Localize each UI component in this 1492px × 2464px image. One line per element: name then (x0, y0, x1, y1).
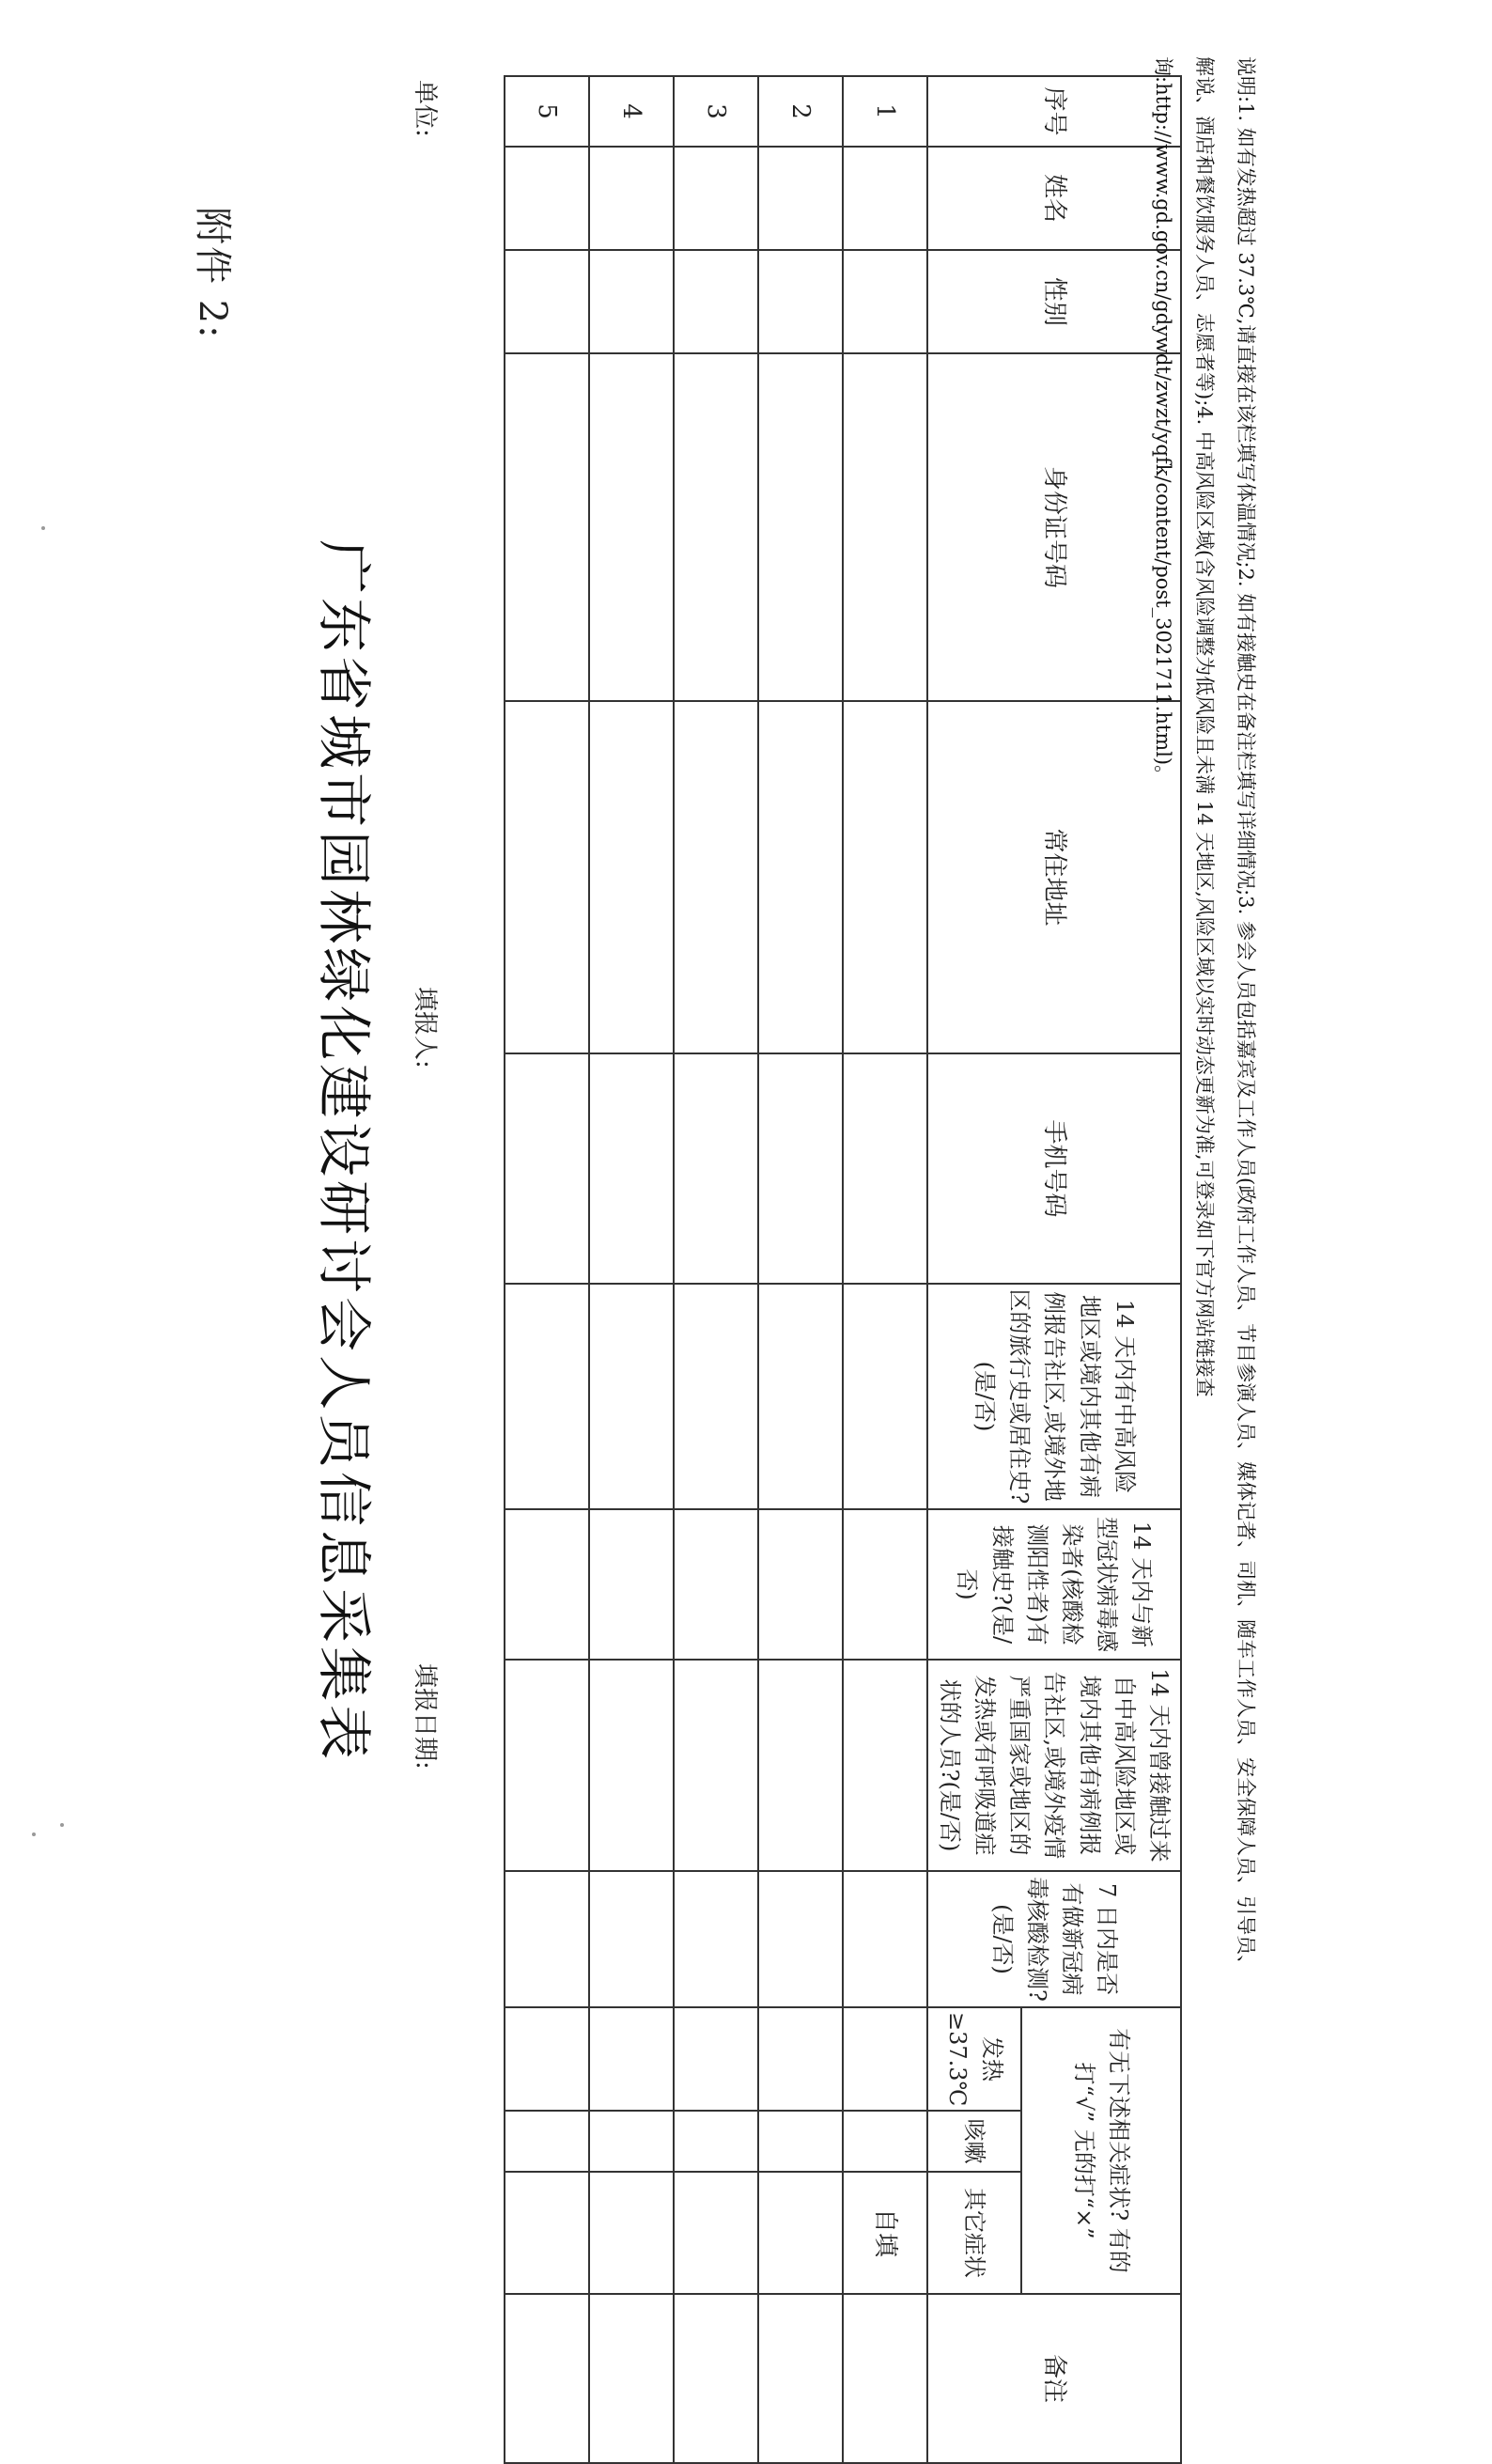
header-symptoms-group: 有无下述相关症状? 有的打“√” 无的打“×” (1021, 2007, 1181, 2294)
cell-other-symptoms[interactable] (505, 2172, 589, 2294)
attachment-label: 附件 2: (191, 207, 234, 340)
cell-other-symptoms[interactable]: 自填 (843, 2172, 927, 2294)
cell-phone[interactable] (589, 1053, 674, 1284)
scan-speck (41, 526, 45, 530)
cell-id-number[interactable] (589, 353, 674, 701)
cell-phone[interactable] (505, 1053, 589, 1284)
cell-gender[interactable] (674, 250, 758, 353)
note-line-2: 解说、酒店和餐饮服务人员、志愿者等);4. 中高风险区域(含风险调整为低风险且未满 14 天地区,风险区域以实时动态更新为准,可登录如下官方网站链接查询:http://www.gd.gov.cn/gdywdt/zwzt/yqfk/content/post_3021711.html)。 (1152, 56, 1216, 1397)
cell-cough[interactable] (843, 2111, 927, 2172)
cell-id-number[interactable] (674, 353, 758, 701)
scan-speck (32, 1832, 36, 1836)
cell-remarks[interactable] (505, 2294, 589, 2463)
header-name: 姓名 (927, 147, 1181, 250)
cell-travel-history[interactable] (758, 1284, 843, 1509)
header-exposure: 14 天内曾接触过来自中高风险地区或境内其他有病例报告社区,或境外疫情严重国家或地区的发热或有呼吸道症状的人员?(是/否) (927, 1660, 1181, 1871)
cell-gender[interactable] (589, 250, 674, 353)
cell-contact-history[interactable] (758, 1509, 843, 1660)
unit-label: 单位: (411, 80, 439, 137)
cell-fever[interactable] (758, 2007, 843, 2111)
table-row (589, 76, 674, 2463)
cell-exposure[interactable] (505, 1660, 589, 1871)
cell-gender[interactable] (758, 250, 843, 353)
table-row (758, 76, 843, 2463)
cell-cough[interactable] (589, 2111, 674, 2172)
cell-nucleic-test[interactable] (505, 1871, 589, 2007)
cell-travel-history[interactable] (674, 1284, 758, 1509)
cell-name[interactable] (674, 147, 758, 250)
cell-other-symptoms[interactable] (674, 2172, 758, 2294)
header-gender: 性别 (927, 250, 1181, 353)
cell-fever[interactable] (843, 2007, 927, 2111)
cell-address[interactable] (505, 701, 589, 1053)
header-nucleic-test: 7 日内是否有做新冠病毒核酸检测?(是/否) (927, 1871, 1181, 2007)
header-travel-history: 14 天内有中高风险地区或境内其他有病例报告社区,或境外地区的旅行史或居住史?(是/否) (927, 1284, 1181, 1509)
cell-nucleic-test[interactable] (758, 1871, 843, 2007)
cell-contact-history[interactable] (843, 1509, 927, 1660)
cell-nucleic-test[interactable] (589, 1871, 674, 2007)
cell-contact-history[interactable] (505, 1509, 589, 1660)
header-address: 常住地址 (927, 701, 1181, 1053)
row-seq: 3 (674, 76, 758, 147)
cell-exposure[interactable] (843, 1660, 927, 1871)
filler-label: 填报人: (411, 987, 439, 1068)
cell-address[interactable] (674, 701, 758, 1053)
cell-cough[interactable] (758, 2111, 843, 2172)
cell-name[interactable] (505, 147, 589, 250)
cell-id-number[interactable] (843, 353, 927, 701)
cell-address[interactable] (843, 701, 927, 1053)
scan-speck (60, 1823, 64, 1827)
cell-name[interactable] (758, 147, 843, 250)
row-seq: 1 (843, 76, 927, 147)
cell-travel-history[interactable] (843, 1284, 927, 1509)
date-label: 填报日期: (411, 1663, 439, 1770)
cell-remarks[interactable] (674, 2294, 758, 2463)
header-other-symptoms: 其它症状 (927, 2172, 1021, 2294)
cell-travel-history[interactable] (589, 1284, 674, 1509)
cell-remarks[interactable] (843, 2294, 927, 2463)
table-row (674, 76, 758, 2463)
cell-exposure[interactable] (589, 1660, 674, 1871)
cell-address[interactable] (589, 701, 674, 1053)
header-fever: 发热≥37.3℃ (927, 2007, 1021, 2111)
cell-cough[interactable] (505, 2111, 589, 2172)
info-collection-table (504, 75, 1182, 2464)
cell-other-symptoms[interactable] (758, 2172, 843, 2294)
header-seq: 序号 (927, 76, 1181, 147)
header-phone: 手机号码 (927, 1053, 1181, 1284)
cell-nucleic-test[interactable] (674, 1871, 758, 2007)
cell-remarks[interactable] (758, 2294, 843, 2463)
header-cough: 咳嗽 (927, 2111, 1021, 2172)
cell-contact-history[interactable] (589, 1509, 674, 1660)
row-seq: 2 (758, 76, 843, 147)
note-line-1: 说明:1. 如有发热超过 37.3℃,请直接在该栏填写体温情况;2. 如有接触史在备注栏填写详细情况;3. 参会人员包括嘉宾及工作人员(政府工作人员、节目参演人员、媒体记者、司机、随车工作人员、安全保障人员、引导员、 (1235, 56, 1257, 1975)
cell-cough[interactable] (674, 2111, 758, 2172)
cell-phone[interactable] (674, 1053, 758, 1284)
cell-phone[interactable] (843, 1053, 927, 1284)
header-remarks: 备注 (927, 2294, 1181, 2463)
cell-gender[interactable] (843, 250, 927, 353)
header-id-number: 身份证号码 (927, 353, 1181, 701)
notes (1142, 56, 1267, 2077)
cell-address[interactable] (758, 701, 843, 1053)
cell-id-number[interactable] (505, 353, 589, 701)
cell-phone[interactable] (758, 1053, 843, 1284)
row-seq: 4 (589, 76, 674, 147)
cell-travel-history[interactable] (505, 1284, 589, 1509)
cell-fever[interactable] (589, 2007, 674, 2111)
table-row (843, 76, 927, 2463)
cell-name[interactable] (589, 147, 674, 250)
cell-nucleic-test[interactable] (843, 1871, 927, 2007)
page-title: 广东省城市园林绿化建设研讨会人员信息采集表 (312, 538, 376, 1763)
cell-exposure[interactable] (758, 1660, 843, 1871)
cell-fever[interactable] (674, 2007, 758, 2111)
cell-name[interactable] (843, 147, 927, 250)
cell-exposure[interactable] (674, 1660, 758, 1871)
cell-id-number[interactable] (758, 353, 843, 701)
cell-fever[interactable] (505, 2007, 589, 2111)
cell-contact-history[interactable] (674, 1509, 758, 1660)
header-contact-history: 14 天内与新型冠状病毒感染者(核酸检测阳性者)有接触史?(是/否) (927, 1509, 1181, 1660)
cell-remarks[interactable] (589, 2294, 674, 2463)
cell-other-symptoms[interactable] (589, 2172, 674, 2294)
cell-gender[interactable] (505, 250, 589, 353)
row-seq: 5 (505, 76, 589, 147)
table-row (505, 76, 589, 2463)
